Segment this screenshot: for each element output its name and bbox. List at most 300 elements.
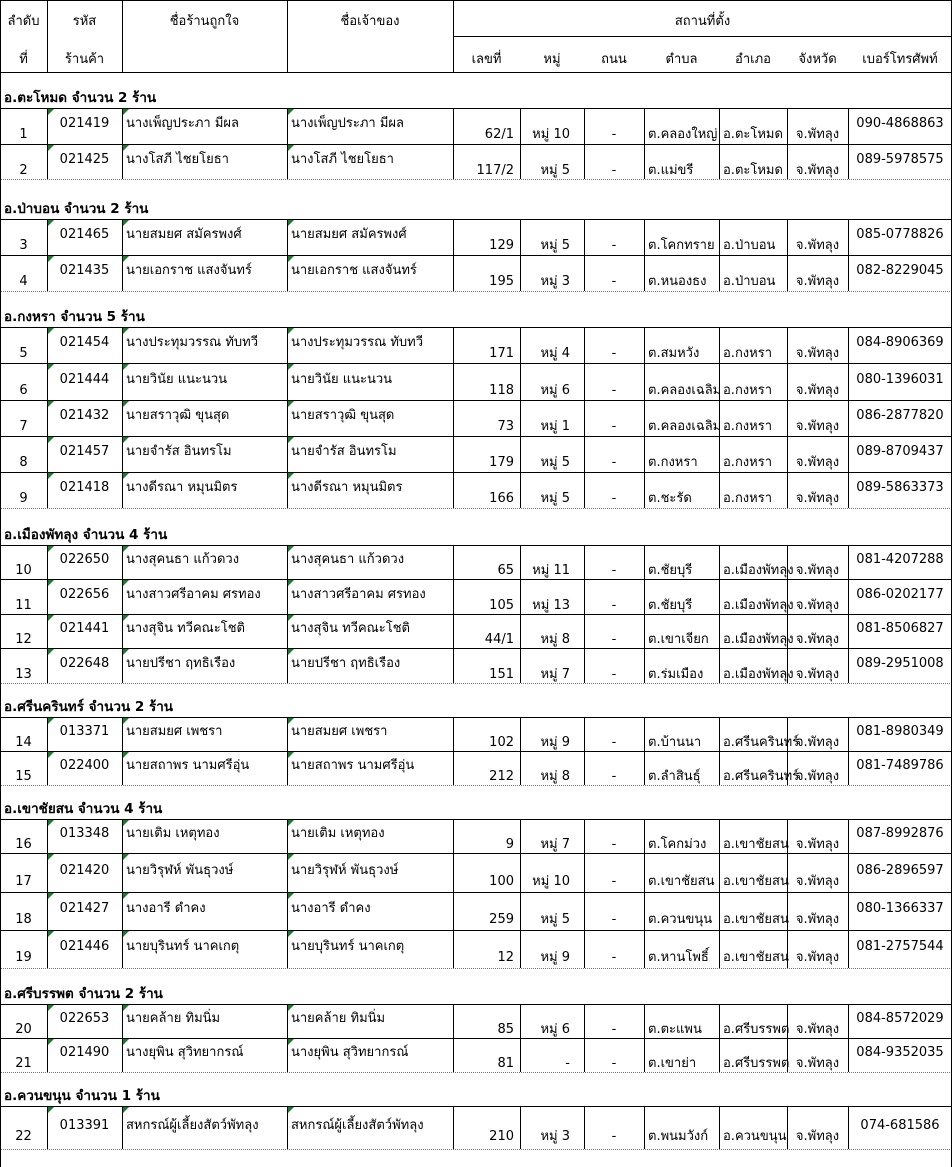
cell-tambon: ต.ชะรัด xyxy=(648,491,692,506)
cell-code: 021490 xyxy=(59,1045,110,1060)
cell-shop: นายวินัย แนะนวน xyxy=(126,371,228,387)
cell-amphoe: อ.ศรีนครินทร์ xyxy=(723,769,800,784)
cell-comment-marker xyxy=(48,1107,54,1113)
cell-road: - xyxy=(611,455,617,470)
cell-seq: 3 xyxy=(19,238,28,253)
cell-province: จ.พัทลุง xyxy=(795,382,840,398)
cell-moo: หมู่ 3 xyxy=(540,1128,570,1144)
row-top-border xyxy=(0,614,952,615)
header-mid-border xyxy=(453,36,952,37)
cell-seq: 4 xyxy=(19,274,28,289)
group-title: อ.ป่าบอน จำนวน 2 ร้าน xyxy=(4,201,149,217)
cell-comment-marker xyxy=(48,256,54,262)
row-top-border xyxy=(0,819,952,820)
row-top-border xyxy=(0,219,952,220)
cell-phone: 081-8506827 xyxy=(856,621,944,636)
cell-comment-marker xyxy=(288,220,294,226)
cell-moo: หมู่ 3 xyxy=(540,274,570,289)
cell-phone: 089-5863373 xyxy=(856,480,944,495)
cell-comment-marker xyxy=(288,364,294,370)
cell-code: 022400 xyxy=(59,758,110,773)
cell-owner: นายเติม เหตุทอง xyxy=(291,826,385,841)
cell-comment-marker xyxy=(123,1107,129,1113)
cell-amphoe: อ.ศรีบรรพต xyxy=(723,1022,790,1037)
cell-code: 021441 xyxy=(59,621,110,636)
cell-moo: หมู่ 1 xyxy=(540,419,570,434)
cell-owner: นางโสภี ไชยโยธา xyxy=(291,151,394,167)
cell-owner: นายปรีชา ฤทธิเรือง xyxy=(291,655,401,671)
row-top-border xyxy=(0,144,952,145)
cell-seq: 9 xyxy=(19,491,28,506)
header-tambon: ตำบล xyxy=(665,52,698,67)
row-bottom-border xyxy=(0,968,952,969)
cell-amphoe: อ.กงหรา xyxy=(723,455,773,470)
cell-comment-marker xyxy=(288,649,294,655)
row-bottom-border xyxy=(0,785,952,786)
cell-province: จ.พัทลุง xyxy=(795,455,840,470)
cell-road: - xyxy=(611,162,617,178)
group-title: อ.ศรีนครินทร์ จำนวน 2 ร้าน xyxy=(4,699,174,715)
cell-moo: หมู่ 4 xyxy=(540,346,570,361)
header-top-border xyxy=(0,0,952,1)
cell-tambon: ต.ตะแพน xyxy=(648,1022,702,1037)
header-code-line2: ร้านค้า xyxy=(64,52,105,67)
cell-house: 100 xyxy=(489,873,514,889)
cell-owner: นายจำรัส อินทรโม xyxy=(291,444,397,459)
cell-phone: 081-8980349 xyxy=(856,724,944,739)
cell-owner: นางอารี ดำคง xyxy=(291,901,371,916)
cell-seq: 5 xyxy=(19,346,28,361)
cell-tambon: ต.คลองเฉลิม xyxy=(648,382,722,398)
cell-amphoe: อ.เขาชัยสน xyxy=(723,873,789,889)
cell-comment-marker xyxy=(48,328,54,334)
row-top-border xyxy=(0,717,952,718)
cell-comment-marker xyxy=(48,931,54,937)
cell-comment-marker xyxy=(123,220,129,226)
cell-moo: หมู่ 5 xyxy=(540,491,570,506)
cell-province: จ.พัทลุง xyxy=(795,735,840,750)
cell-comment-marker xyxy=(123,109,129,115)
row-top-border xyxy=(0,1106,952,1107)
row-top-border xyxy=(0,892,952,893)
cell-tambon: ต.เขาย่า xyxy=(648,1056,697,1071)
cell-comment-marker xyxy=(123,893,129,899)
cell-tambon: ต.โคกทราย xyxy=(648,238,715,253)
row-bottom-border xyxy=(0,179,952,180)
cell-comment-marker xyxy=(288,893,294,899)
cell-house: 9 xyxy=(505,837,514,852)
cell-comment-marker xyxy=(288,580,294,586)
cell-amphoe: อ.กงหรา xyxy=(723,382,773,398)
cell-code: 021465 xyxy=(59,227,110,242)
cell-road: - xyxy=(611,127,617,142)
cell-phone: 074-681586 xyxy=(860,1117,940,1133)
cell-moo: หมู่ 5 xyxy=(540,455,570,470)
cell-code: 022650 xyxy=(59,552,110,567)
cell-road: - xyxy=(611,632,617,647)
header-owner-name: ชื่อเจ้าของ xyxy=(340,14,400,29)
header-house-no: เลขที่ xyxy=(471,52,502,67)
cell-amphoe: อ.กงหรา xyxy=(723,419,773,434)
cell-seq: 17 xyxy=(15,873,32,889)
cell-tambon: ต.หานโพธิ์ xyxy=(648,950,709,965)
cell-province: จ.พัทลุง xyxy=(795,127,840,142)
cell-amphoe: อ.ศรีนครินทร์ xyxy=(723,735,800,750)
cell-comment-marker xyxy=(123,145,129,151)
cell-seq: 15 xyxy=(15,769,32,784)
cell-shop: นางดีรณา หมุนมิตร xyxy=(126,480,238,495)
cell-comment-marker xyxy=(288,931,294,937)
cell-house: 102 xyxy=(489,735,514,750)
cell-phone: 082-8229045 xyxy=(856,263,944,278)
cell-seq: 11 xyxy=(15,597,32,613)
cell-moo: หมู่ 6 xyxy=(540,1022,570,1037)
cell-seq: 7 xyxy=(19,419,28,434)
cell-amphoe: อ.ตะโหมด xyxy=(723,162,783,178)
row-top-border xyxy=(0,363,952,364)
cell-road: - xyxy=(611,491,617,506)
row-top-border xyxy=(0,853,952,854)
cell-shop: นางเพ็ญประภา มีผล xyxy=(126,116,239,131)
group-title: อ.เมืองพัทลุง จำนวน 4 ร้าน xyxy=(4,527,168,543)
cell-comment-marker xyxy=(48,145,54,151)
cell-code: 021435 xyxy=(59,263,110,278)
cell-owner: นายเอกราช แสงจันทร์ xyxy=(291,263,417,278)
header-bottom-border xyxy=(0,72,952,73)
cell-amphoe: อ.เมืองพัทลุง xyxy=(723,632,794,647)
cell-house: 118 xyxy=(489,382,514,398)
cell-comment-marker xyxy=(123,473,129,479)
row-top-border xyxy=(0,436,952,437)
cell-phone: 090-4868863 xyxy=(856,116,944,131)
header-moo: หมู่ xyxy=(543,52,561,67)
header-province: จังหวัด xyxy=(798,52,837,67)
cell-moo: หมู่ 5 xyxy=(540,162,570,178)
cell-house: 44/1 xyxy=(484,632,514,647)
cell-province: จ.พัทลุง xyxy=(795,419,840,434)
row-top-border xyxy=(0,930,952,931)
cell-moo: หมู่ 7 xyxy=(540,666,570,682)
row-top-border xyxy=(0,751,952,752)
cell-seq: 13 xyxy=(15,666,32,682)
cell-phone: 089-8709437 xyxy=(856,444,944,459)
cell-comment-marker xyxy=(48,473,54,479)
cell-moo: หมู่ 9 xyxy=(540,735,570,750)
cell-comment-marker xyxy=(288,328,294,334)
cell-tambon: ต.คลองใหญ่ xyxy=(648,127,718,142)
cell-owner: นายวิรุฬห์ พันธุวงษ์ xyxy=(291,862,399,878)
cell-seq: 16 xyxy=(15,837,32,852)
cell-comment-marker xyxy=(288,854,294,860)
cell-shop: นางประทุมวรรณ ทับทวี xyxy=(126,335,259,350)
cell-tambon: ต.โคกม่วง xyxy=(648,837,707,852)
cell-phone: 086-2877820 xyxy=(856,408,944,423)
cell-moo: หมู่ 8 xyxy=(540,632,570,647)
cell-house: 166 xyxy=(489,491,514,506)
cell-comment-marker xyxy=(288,437,294,443)
cell-road: - xyxy=(611,873,617,889)
cell-phone: 084-9352035 xyxy=(856,1045,944,1060)
cell-road: - xyxy=(611,597,617,613)
cell-code: 013348 xyxy=(59,826,110,841)
cell-amphoe: อ.กงหรา xyxy=(723,491,773,506)
cell-seq: 14 xyxy=(15,735,32,750)
cell-comment-marker xyxy=(123,328,129,334)
cell-road: - xyxy=(611,950,617,965)
header-shop-name: ชื่อร้านถูกใจ xyxy=(169,14,240,29)
cell-phone: 089-2951008 xyxy=(856,655,944,671)
cell-comment-marker xyxy=(48,854,54,860)
header-road: ถนน xyxy=(601,52,627,67)
group-title: อ.เขาชัยสน จำนวน 4 ร้าน xyxy=(4,801,163,817)
header-phone: เบอร์โทรศัพท์ xyxy=(862,52,938,67)
cell-road: - xyxy=(611,238,617,253)
cell-amphoe: อ.เขาชัยสน xyxy=(723,950,789,965)
cell-code: 021420 xyxy=(59,862,110,878)
cell-seq: 21 xyxy=(15,1056,32,1071)
cell-province: จ.พัทลุง xyxy=(795,1128,840,1144)
cell-house: 117/2 xyxy=(476,162,514,178)
cell-comment-marker xyxy=(123,364,129,370)
cell-house: 195 xyxy=(489,274,514,289)
cell-shop: นายสมยศ สมัครพงศ์ xyxy=(126,227,242,242)
cell-road: - xyxy=(611,419,617,434)
row-bottom-border xyxy=(0,683,952,684)
cell-phone: 086-2896597 xyxy=(856,862,944,878)
cell-road: - xyxy=(611,346,617,361)
header-vline xyxy=(47,0,48,72)
row-top-border xyxy=(0,545,952,546)
cell-tambon: ต.ร่มเมือง xyxy=(648,666,704,682)
cell-moo: หมู่ 6 xyxy=(540,382,570,398)
row-top-border xyxy=(0,327,952,328)
cell-moo: หมู่ 5 xyxy=(540,238,570,253)
cell-province: จ.พัทลุง xyxy=(795,238,840,253)
cell-house: 62/1 xyxy=(484,127,514,142)
cell-province: จ.พัทลุง xyxy=(795,632,840,647)
cell-moo: - xyxy=(565,1056,570,1071)
cell-house: 129 xyxy=(489,238,514,253)
cell-comment-marker xyxy=(48,649,54,655)
cell-code: 013391 xyxy=(59,1117,110,1133)
header-seq-line1: ลำดับ xyxy=(7,14,40,29)
cell-seq: 6 xyxy=(19,382,28,398)
cell-road: - xyxy=(611,837,617,852)
cell-tambon: ต.เขาเจียก xyxy=(648,632,709,647)
cell-province: จ.พัทลุง xyxy=(795,837,840,852)
cell-shop: นายคล้าย ทิมนิ่ม xyxy=(126,1011,221,1026)
cell-road: - xyxy=(611,769,617,784)
cell-shop: นายเติม เหตุทอง xyxy=(126,826,220,841)
cell-tambon: ต.บ้านนา xyxy=(648,735,702,750)
cell-seq: 22 xyxy=(15,1128,32,1144)
cell-province: จ.พัทลุง xyxy=(795,1056,840,1071)
cell-seq: 2 xyxy=(19,162,28,178)
cell-seq: 8 xyxy=(19,455,28,470)
header-code-line1: รหัส xyxy=(72,14,97,29)
cell-amphoe: อ.ตะโหมด xyxy=(723,127,783,142)
cell-owner: นางประทุมวรรณ ทับทวี xyxy=(291,335,424,350)
cell-comment-marker xyxy=(123,256,129,262)
cell-road: - xyxy=(611,912,617,927)
cell-owner: นางเพ็ญประภา มีผล xyxy=(291,116,404,131)
cell-owner: นางดีรณา หมุนมิตร xyxy=(291,480,403,495)
cell-province: จ.พัทลุง xyxy=(795,597,840,613)
cell-seq: 20 xyxy=(15,1022,32,1037)
cell-comment-marker xyxy=(123,401,129,407)
cell-tambon: ต.หนองธง xyxy=(648,274,707,289)
cell-moo: หมู่ 8 xyxy=(540,769,570,784)
cell-tambon: ต.ชัยบุรี xyxy=(648,597,693,613)
cell-road: - xyxy=(611,274,617,289)
cell-comment-marker xyxy=(288,145,294,151)
cell-owner: นางสุคนธา แก้วดวง xyxy=(291,552,405,567)
cell-code: 021457 xyxy=(59,444,110,459)
cell-owner: นายสมยศ เพชรา xyxy=(291,724,388,739)
cell-seq: 10 xyxy=(15,563,32,578)
group-title: อ.ศรีบรรพต จำนวน 2 ร้าน xyxy=(4,986,163,1002)
cell-shop: นายสถาพร นามศรีอุ่น xyxy=(126,758,250,773)
cell-province: จ.พัทลุง xyxy=(795,491,840,506)
cell-phone: 084-8572029 xyxy=(856,1011,944,1026)
cell-shop: นางโสภี ไชยโยธา xyxy=(126,151,229,167)
cell-moo: หมู่ 11 xyxy=(532,563,570,578)
cell-owner: นายสถาพร นามศรีอุ่น xyxy=(291,758,415,773)
row-top-border xyxy=(0,108,952,109)
cell-amphoe: อ.กงหรา xyxy=(723,346,773,361)
cell-phone: 081-4207288 xyxy=(856,552,944,567)
cell-phone: 089-5978575 xyxy=(856,151,944,167)
cell-moo: หมู่ 10 xyxy=(532,873,570,889)
cell-tambon: ต.ควนขนุน xyxy=(648,912,713,927)
cell-tambon: ต.ชัยบุรี xyxy=(648,563,693,578)
cell-shop: นายวิรุฬห์ พันธุวงษ์ xyxy=(126,862,234,878)
cell-province: จ.พัทลุง xyxy=(795,950,840,965)
row-top-border xyxy=(0,1038,952,1039)
cell-owner: นางสุจิน ทวีคณะโชติ xyxy=(291,621,410,636)
group-title: อ.ตะโหมด จำนวน 2 ร้าน xyxy=(4,90,157,106)
cell-road: - xyxy=(611,735,617,750)
cell-house: 259 xyxy=(489,912,514,927)
cell-phone: 086-0202177 xyxy=(856,586,944,602)
cell-tambon: ต.กงหรา xyxy=(648,455,698,470)
cell-tambon: ต.ลำสินธุ์ xyxy=(648,769,701,784)
cell-phone: 084-8906369 xyxy=(856,335,944,350)
header-vline xyxy=(287,0,288,72)
cell-shop: นายสมยศ เพชรา xyxy=(126,724,223,739)
cell-house: 171 xyxy=(489,346,514,361)
cell-amphoe: อ.ป่าบอน xyxy=(723,274,776,289)
cell-province: จ.พัทลุง xyxy=(795,873,840,889)
cell-owner: นายบุรินทร์ นาคเกตุ xyxy=(291,939,405,954)
cell-house: 105 xyxy=(489,597,514,613)
cell-shop: นางยุพิน สุวิทยากรณ์ xyxy=(126,1045,244,1060)
row-top-border xyxy=(0,255,952,256)
cell-comment-marker xyxy=(288,256,294,262)
cell-comment-marker xyxy=(288,473,294,479)
cell-owner: สหกรณ์ผู้เลี้ยงสัตว์พัทลุง xyxy=(291,1117,424,1133)
cell-comment-marker xyxy=(123,854,129,860)
header-vline xyxy=(453,0,454,72)
cell-comment-marker xyxy=(48,220,54,226)
cell-comment-marker xyxy=(48,401,54,407)
cell-road: - xyxy=(611,1128,617,1144)
cell-province: จ.พัทลุง xyxy=(795,666,840,682)
cell-shop: นางอารี ดำคง xyxy=(126,901,206,916)
cell-seq: 12 xyxy=(15,632,32,647)
row-top-border xyxy=(0,472,952,473)
cell-tambon: ต.แม่ขรี xyxy=(648,162,694,178)
cell-comment-marker xyxy=(123,931,129,937)
cell-amphoe: อ.เขาชัยสน xyxy=(723,912,789,927)
row-top-border xyxy=(0,400,952,401)
cell-code: 021432 xyxy=(59,408,110,423)
cell-shop: นางสาวศรีอาคม ศรทอง xyxy=(126,586,261,602)
cell-house: 12 xyxy=(497,950,514,965)
cell-province: จ.พัทลุง xyxy=(795,563,840,578)
cell-tambon: ต.เขาชัยสน xyxy=(648,873,715,889)
cell-road: - xyxy=(611,382,617,398)
cell-house: 73 xyxy=(497,419,514,434)
row-bottom-border xyxy=(0,1072,952,1073)
cell-code: 021419 xyxy=(59,116,110,131)
cell-moo: หมู่ 9 xyxy=(540,950,570,965)
cell-comment-marker xyxy=(48,893,54,899)
cell-code: 021425 xyxy=(59,151,110,167)
cell-seq: 18 xyxy=(15,912,32,927)
table-left-border xyxy=(0,0,1,1167)
cell-comment-marker xyxy=(123,649,129,655)
row-top-border xyxy=(0,579,952,580)
cell-owner: นางสาวศรีอาคม ศรทอง xyxy=(291,586,426,602)
cell-comment-marker xyxy=(48,364,54,370)
cell-tambon: ต.พนมวังก์ xyxy=(648,1128,709,1144)
cell-amphoe: อ.เขาชัยสน xyxy=(723,837,789,852)
cell-shop: นายสราวุฒิ ขุนสุด xyxy=(126,408,230,423)
header-amphoe: อำเภอ xyxy=(735,52,771,67)
cell-phone: 080-1366337 xyxy=(856,901,944,916)
cell-phone: 087-8992876 xyxy=(856,826,944,841)
cell-province: จ.พัทลุง xyxy=(795,912,840,927)
header-vline xyxy=(122,0,123,72)
cell-province: จ.พัทลุง xyxy=(795,769,840,784)
cell-owner: นางยุพิน สุวิทยากรณ์ xyxy=(291,1045,409,1060)
cell-moo: หมู่ 13 xyxy=(532,597,570,613)
cell-seq: 19 xyxy=(15,950,32,965)
cell-amphoe: อ.เมืองพัทลุง xyxy=(723,666,794,682)
group-title: อ.ควนขนุน จำนวน 1 ร้าน xyxy=(4,1088,160,1104)
cell-province: จ.พัทลุง xyxy=(795,1022,840,1037)
cell-comment-marker xyxy=(288,109,294,115)
cell-road: - xyxy=(611,563,617,578)
cell-moo: หมู่ 5 xyxy=(540,912,570,927)
cell-amphoe: อ.ป่าบอน xyxy=(723,238,776,253)
cell-house: 151 xyxy=(489,666,514,682)
cell-shop: นายบุรินทร์ นาคเกตุ xyxy=(126,939,240,954)
cell-code: 022648 xyxy=(59,655,110,671)
cell-moo: หมู่ 7 xyxy=(540,837,570,852)
row-bottom-border xyxy=(0,291,952,292)
cell-phone: 085-0778826 xyxy=(856,227,944,242)
cell-phone: 081-7489786 xyxy=(856,758,944,773)
cell-comment-marker xyxy=(48,437,54,443)
cell-house: 81 xyxy=(497,1056,514,1071)
cell-comment-marker xyxy=(123,437,129,443)
cell-comment-marker xyxy=(48,580,54,586)
cell-shop: นางสุคนธา แก้วดวง xyxy=(126,552,240,567)
cell-tambon: ต.สมหวัง xyxy=(648,346,700,361)
cell-comment-marker xyxy=(123,580,129,586)
